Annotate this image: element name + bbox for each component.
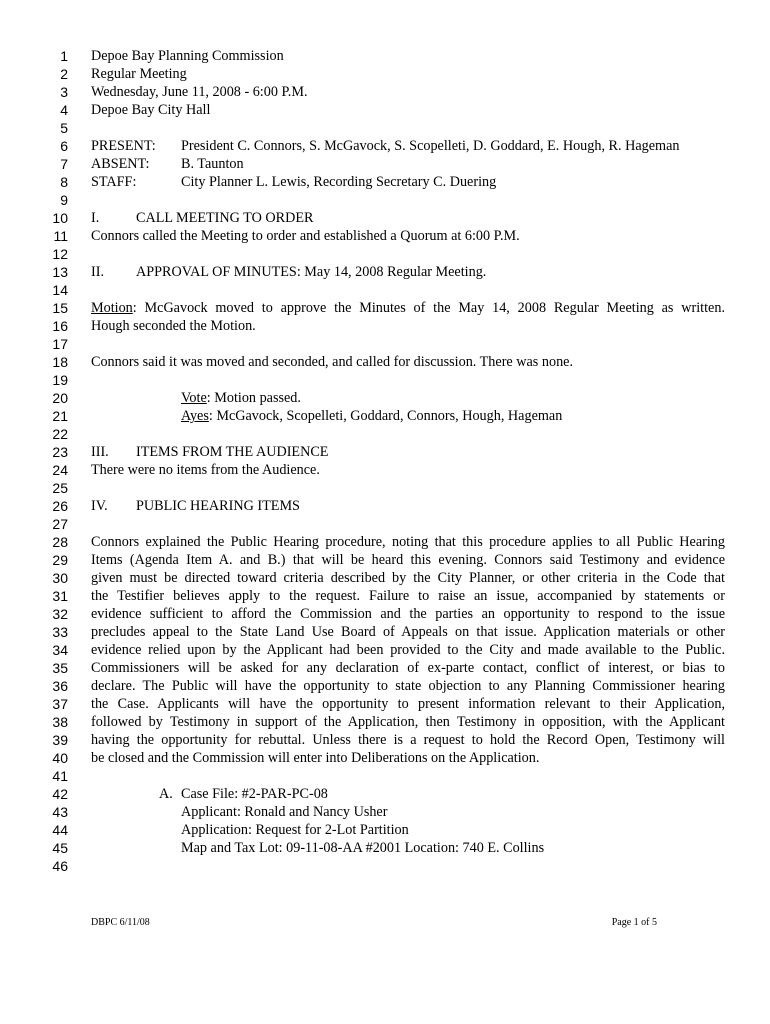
footer-doc-id: DBPC 6/11/08 (91, 917, 150, 928)
line-number: 27 (52, 516, 68, 532)
line-number: 43 (52, 804, 68, 820)
line-number: 14 (52, 282, 68, 298)
procedure-line: Connors explained the Public Hearing procedure, noting that this procedure applies to all Public Hearing (91, 534, 725, 550)
section-1-number: I. (91, 210, 100, 226)
line-number: 40 (52, 750, 68, 766)
line-number: 17 (52, 336, 68, 352)
section-3-title: ITEMS FROM THE AUDIENCE (136, 444, 329, 460)
line-number: 45 (52, 840, 68, 856)
procedure-line: evidence relied upon by the Applicant had been provided to the City and made available to the Public. (91, 642, 725, 658)
line-number: 8 (60, 174, 68, 190)
ayes-line (181, 407, 562, 425)
procedure-line: evidence sufficient to afford the Commission and the parties an opportunity to respond to the issue (91, 606, 725, 622)
line-number: 15 (52, 300, 68, 316)
procedure-line: precludes appeal to the State Land Use Board of Appeals on that issue. Application materials or other (91, 624, 725, 640)
line-number: 11 (53, 228, 68, 244)
line-number: 3 (60, 84, 68, 100)
staff-label: STAFF: (91, 174, 137, 190)
line-number: 6 (60, 138, 68, 154)
org-title: Depoe Bay Planning Commission (91, 48, 284, 64)
procedure-line: having the opportunity for rebuttal. Unless there is a request to hold the Record Open, Testimony will (91, 732, 725, 748)
line-number: 4 (60, 102, 68, 118)
motion-line-2: Hough seconded the Motion. (91, 318, 256, 334)
line-number: 20 (52, 390, 68, 406)
motion-line-1 (91, 299, 725, 317)
discussion-line: Connors said it was moved and seconded, and called for discussion. There was none. (91, 354, 574, 370)
line-number: 33 (52, 624, 68, 640)
ayes-text: : McGavock, Scopelleti, Goddard, Connors, Hough, Hageman (208, 408, 563, 424)
procedure-line: Items (Agenda Item A. and B.) that will be heard this evening. Connors said Testimony and evidence (91, 552, 725, 568)
line-number: 1 (60, 48, 68, 64)
line-number: 18 (52, 354, 68, 370)
procedure-line: declare. The Public will have the opportunity to state objection to any Planning Commissioner hearing (91, 678, 725, 694)
line-number: 36 (52, 678, 68, 694)
line-number: 38 (52, 714, 68, 730)
footer-page-number: Page 1 of 5 (611, 917, 657, 928)
section-2-number: II. (91, 264, 104, 280)
line-number: 29 (52, 552, 68, 568)
case-marker: A. (159, 786, 173, 802)
line-number: 19 (52, 372, 68, 388)
meeting-date: Wednesday, June 11, 2008 - 6:00 P.M. (91, 84, 308, 100)
line-number: 16 (52, 318, 68, 334)
motion-text: : McGavock moved to approve the Minutes of the May 14, 2008 Regular Meeting as written. (132, 300, 725, 316)
line-number: 13 (52, 264, 68, 280)
absent-label: ABSENT: (91, 156, 150, 172)
meeting-location: Depoe Bay City Hall (91, 102, 211, 118)
line-number: 10 (52, 210, 68, 226)
section-4-number: IV. (91, 498, 108, 514)
line-number: 32 (52, 606, 68, 622)
procedure-line: given must be directed toward criteria described by the City Planner, or other criteria in the Code that (91, 570, 725, 586)
line-number: 31 (52, 588, 68, 604)
vote-text: : Motion passed. (206, 390, 301, 406)
section-3-text: There were no items from the Audience. (91, 462, 320, 478)
case-application: Application: Request for 2-Lot Partition (181, 822, 409, 838)
line-number: 21 (52, 408, 68, 424)
line-number: 30 (52, 570, 68, 586)
section-1-text: Connors called the Meeting to order and established a Quorum at 6:00 P.M. (91, 228, 520, 244)
line-number: 25 (52, 480, 68, 496)
section-4-title: PUBLIC HEARING ITEMS (136, 498, 300, 514)
line-number: 46 (52, 858, 68, 874)
line-number: 44 (52, 822, 68, 838)
absent-value: B. Taunton (181, 156, 244, 172)
line-number: 22 (52, 426, 68, 442)
line-number: 5 (60, 120, 68, 136)
section-2-title: APPROVAL OF MINUTES: May 14, 2008 Regular Meeting. (136, 264, 487, 280)
line-number: 12 (52, 246, 68, 262)
case-applicant: Applicant: Ronald and Nancy Usher (181, 804, 388, 820)
line-number: 9 (60, 192, 68, 208)
present-value: President C. Connors, S. McGavock, S. Scopelleti, D. Goddard, E. Hough, R. Hageman (181, 138, 680, 154)
staff-value: City Planner L. Lewis, Recording Secretary C. Duering (181, 174, 497, 190)
procedure-line: the Case. Applicants will have the opportunity to present information relevant to their Application, (91, 696, 725, 712)
case-file: Case File: #2-PAR-PC-08 (181, 786, 328, 802)
section-1-title: CALL MEETING TO ORDER (136, 210, 314, 226)
vote-line (181, 389, 301, 407)
line-number: 37 (52, 696, 68, 712)
line-number: 35 (52, 660, 68, 676)
section-3-number: III. (91, 444, 109, 460)
ayes-label: Ayes (181, 408, 209, 424)
line-number: 26 (52, 498, 68, 514)
line-number: 28 (52, 534, 68, 550)
procedure-line: the Testifier believes apply to the request. Failure to raise an issue, accompanied by statements or (91, 588, 725, 604)
line-number: 39 (52, 732, 68, 748)
meeting-type: Regular Meeting (91, 66, 187, 82)
line-number: 41 (52, 768, 68, 784)
line-number: 34 (52, 642, 68, 658)
vote-label: Vote (181, 390, 207, 406)
line-number: 23 (52, 444, 68, 460)
procedure-line: Commissioners will be asked for any declaration of ex-parte contact, conflict of interest, or bias to (91, 660, 725, 676)
motion-label: Motion (91, 300, 133, 316)
line-number: 24 (52, 462, 68, 478)
line-number: 42 (52, 786, 68, 802)
line-number: 2 (60, 66, 68, 82)
present-label: PRESENT: (91, 138, 156, 154)
line-number: 7 (60, 156, 68, 172)
case-map-location: Map and Tax Lot: 09-11-08-AA #2001 Location: 740 E. Collins (181, 840, 545, 856)
procedure-line: followed by Testimony in support of the Application, then Testimony in opposition, with the Applicant (91, 714, 725, 730)
procedure-line: be closed and the Commission will enter into Deliberations on the Application. (91, 750, 540, 766)
